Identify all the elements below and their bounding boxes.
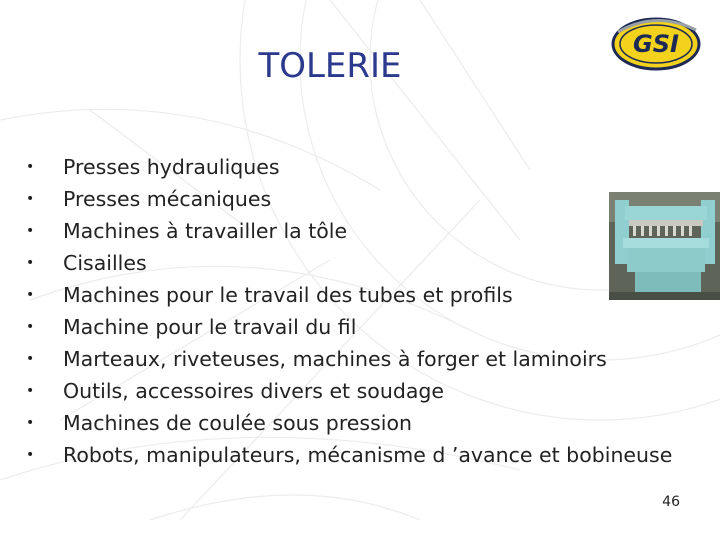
bullet-icon: • — [26, 287, 35, 303]
bullet-icon: • — [26, 351, 35, 367]
logo-text: GSI — [633, 30, 679, 58]
bullet-icon: • — [26, 319, 35, 335]
bullet-icon: • — [26, 255, 35, 271]
bullet-text: Presses mécaniques — [63, 187, 272, 211]
bullet-icon: • — [26, 447, 35, 463]
bullet-icon: • — [26, 223, 35, 239]
bullet-icon: • — [26, 415, 35, 431]
bullet-text: Machines de coulée sous pression — [63, 411, 413, 435]
bullet-text: Robots, manipulateurs, mécanisme d ’avance et bobineuse — [63, 443, 673, 467]
gsi-logo — [610, 14, 706, 74]
page-number: 46 — [662, 494, 680, 510]
bullet-text: Marteaux, riveteuses, machines à forger et laminoirs — [63, 347, 607, 371]
bullet-text: Outils, accessoires divers et soudage — [63, 379, 445, 403]
press-brake-photo — [609, 192, 720, 300]
bullet-text: Machine pour le travail du fil — [63, 315, 357, 339]
bullet-icon: • — [26, 191, 35, 207]
bullet-text: Cisailles — [63, 251, 147, 275]
slide-title: TOLERIE — [258, 46, 402, 86]
bullet-text: Machines pour le travail des tubes et profils — [63, 283, 513, 307]
bullet-text: Presses hydrauliques — [63, 155, 280, 179]
bullet-text: Machines à travailler la tôle — [63, 219, 348, 243]
bullet-icon: • — [26, 383, 35, 399]
bullet-icon: • — [26, 159, 35, 175]
